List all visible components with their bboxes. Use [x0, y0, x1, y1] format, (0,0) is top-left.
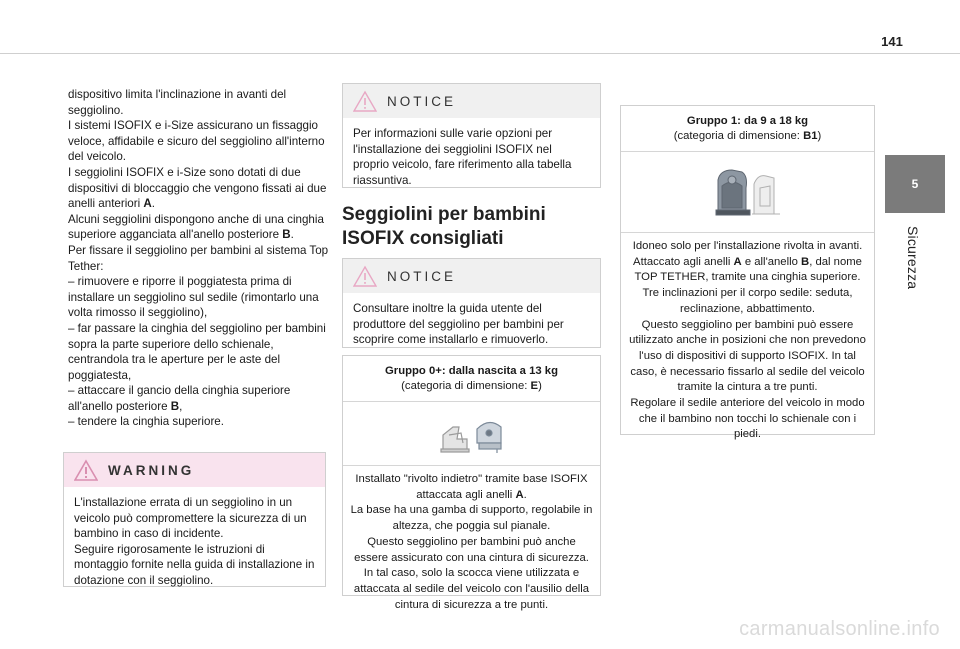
chapter-label-text: Sicurezza: [905, 226, 921, 290]
group-description: [343, 466, 600, 619]
warning-text: L'installazione errata di un seggiolino in un veicolo può compromettere la sicurezza di un bambino in caso di incidente.: [74, 496, 307, 541]
group-text: Regolare il sedile anteriore del veicolo in modo che il bambino non tocchi lo schienale con i piedi.: [630, 397, 865, 441]
notice-icon: [353, 90, 377, 112]
watermark: carmanualsonline.info: [739, 618, 940, 640]
notice-title: NOTICE: [387, 268, 457, 284]
chapter-label: [893, 218, 933, 298]
group-text: Tre inclinazioni per il corpo sedile: seduta, reclinazione, abbattimento.: [642, 287, 853, 315]
group-title: Gruppo 0+: dalla nascita a 13 kg: [385, 365, 558, 377]
warning-content: [64, 487, 325, 597]
paragraph: Alcuni seggiolini dispongono anche di una cinghia superiore agganciata all'anello posteriore B.: [68, 212, 324, 242]
warning-box: [63, 452, 326, 587]
group-text: Questo seggiolino per bambini può essere utilizzato anche in posizioni che non prevedono l'uso di dispositivi di supporto ISOFIX. In tal caso, è necessario fissarlo al sedile del veicolo tramite la cintura a tre punti.: [629, 318, 866, 394]
notice-text: Per informazioni sulle varie opzioni per l'installazione dei seggiolini ISOFIX nel proprio veicolo, fare riferimento alla tabella riassuntiva.: [353, 127, 572, 187]
group-1-box: [620, 105, 875, 441]
paragraph: dispositivo limita l'inclinazione in avanti del seggiolino.: [68, 88, 287, 117]
group-description: [621, 233, 874, 449]
warning-title: WARNING: [108, 462, 195, 478]
group-header: [621, 106, 874, 152]
group-text: Idoneo solo per l'installazione rivolta in avanti. Attaccato agli anelli A e all'anello B, dal nome TOP TETHER, tramite una cinghia superiore.: [632, 240, 863, 284]
notice-text: Consultare inoltre la guida utente del produttore del seggiolino per bambini per scoprire come installarlo e rimuoverlo.: [353, 302, 564, 347]
child-seat-image: [621, 152, 874, 233]
group-text: Installato "rivolto indietro" tramite base ISOFIX attaccata agli anelli A.: [355, 473, 588, 501]
list-item: – rimuovere e riporre il poggiatesta prima di installare un seggiolino sul sedile (rimontarlo una volta rimosso il seggiolino),: [68, 275, 319, 320]
group-0-box: [342, 355, 601, 611]
notice-box-2: [342, 258, 601, 348]
warning-icon: [74, 459, 98, 481]
infant-carrier-icon: [437, 413, 507, 455]
notice-title: NOTICE: [387, 93, 457, 109]
group-category: (categoria di dimensione: E): [401, 379, 542, 392]
paragraph: I sistemi ISOFIX e i-Size assicurano un fissaggio veloce, affidabile e sicuro del seggiolino all'interno del veicolo.: [68, 119, 325, 164]
notice-icon: [353, 265, 377, 287]
notice-box-1: [342, 83, 601, 188]
header-rule: [0, 53, 960, 54]
group-text: Questo seggiolino per bambini può anche essere assicurato con una cintura di sicurezza. In tal caso, solo la scocca viene utilizzata e attaccata al sedile del veicolo con l'ausilio della cintura di sicurezza a tre punti.: [353, 535, 590, 611]
group-text: La base ha una gamba di supporto, regolabile in altezza, che poggia sul pianale.: [350, 504, 593, 533]
group-title: Gruppo 1: da 9 a 18 kg: [686, 115, 809, 127]
list-item: – far passare la cinghia del seggiolino per bambini sopra la parte superiore dello schienale, centrandola tra le aperture per le aste del poggiatesta,: [68, 321, 326, 382]
list-item: – tendere la cinghia superiore.: [68, 415, 224, 429]
child-seat-icon: [708, 164, 788, 220]
warning-header: [64, 453, 325, 487]
group-header: [343, 356, 600, 402]
page-number: 141: [881, 34, 903, 49]
column-left: [68, 87, 330, 430]
notice-header: [343, 84, 600, 118]
chapter-tab[interactable]: 5: [885, 155, 945, 213]
paragraph: I seggiolini ISOFIX e i-Size sono dotati di due dispositivi di bloccaggio che vengono fissati ai due anelli anteriori A.: [68, 165, 327, 211]
group-category: (categoria di dimensione: B1): [673, 129, 822, 142]
paragraph: Per fissare il seggiolino per bambini al sistema Top Tether:: [68, 243, 329, 273]
notice-header: [343, 259, 600, 293]
list-item: – attaccare il gancio della cinghia superiore all'anello posteriore B,: [68, 384, 291, 413]
warning-text-2: Seguire rigorosamente le istruzioni di montaggio fornite nella guida di installazione in dotazione con il seggiolino.: [74, 542, 315, 587]
section-title: Seggiolini per bambini ISOFIX consigliati: [342, 204, 546, 249]
infant-seat-image: [343, 402, 600, 466]
